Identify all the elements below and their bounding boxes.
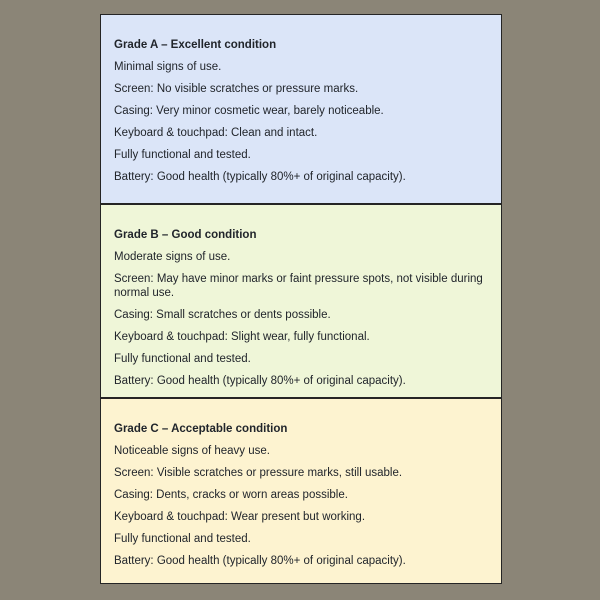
grade-a-line: Casing: Very minor cosmetic wear, barely noticeable. bbox=[114, 105, 384, 117]
grade-c-line: Casing: Dents, cracks or worn areas possible. bbox=[114, 489, 348, 501]
grade-c-line: Fully functional and tested. bbox=[114, 533, 251, 545]
grade-c-line: Noticeable signs of heavy use. bbox=[114, 445, 270, 457]
grade-a-line: Screen: No visible scratches or pressure marks. bbox=[114, 83, 359, 95]
grade-c-section bbox=[100, 398, 502, 584]
grade-b-line: Casing: Small scratches or dents possible. bbox=[114, 309, 331, 321]
grade-c-heading: Grade C – Acceptable condition bbox=[114, 423, 288, 435]
grade-a-line: Fully functional and tested. bbox=[114, 149, 251, 161]
grade-b-line: Fully functional and tested. bbox=[114, 353, 251, 365]
grade-a-line: Battery: Good health (typically 80%+ of original capacity). bbox=[114, 171, 406, 183]
grade-a-section bbox=[100, 14, 502, 204]
grade-a-line: Keyboard & touchpad: Clean and intact. bbox=[114, 127, 318, 139]
condition-grades-panel bbox=[100, 14, 502, 584]
grade-b-line: Moderate signs of use. bbox=[114, 251, 231, 263]
grade-c-line: Battery: Good health (typically 80%+ of original capacity). bbox=[114, 555, 406, 567]
grade-c-line: Keyboard & touchpad: Wear present but working. bbox=[114, 511, 366, 523]
grade-b-line: Battery: Good health (typically 80%+ of original capacity). bbox=[114, 375, 406, 387]
grade-b-section bbox=[100, 204, 502, 398]
grade-a-heading: Grade A – Excellent condition bbox=[114, 39, 277, 51]
grade-b-line: Screen: May have minor marks or faint pressure spots, not visible during normal use. bbox=[114, 273, 483, 299]
grade-c-line: Screen: Visible scratches or pressure marks, still usable. bbox=[114, 467, 403, 479]
grade-b-line: Keyboard & touchpad: Slight wear, fully functional. bbox=[114, 331, 370, 343]
grade-a-line: Minimal signs of use. bbox=[114, 61, 222, 73]
grade-b-heading: Grade B – Good condition bbox=[114, 229, 257, 241]
